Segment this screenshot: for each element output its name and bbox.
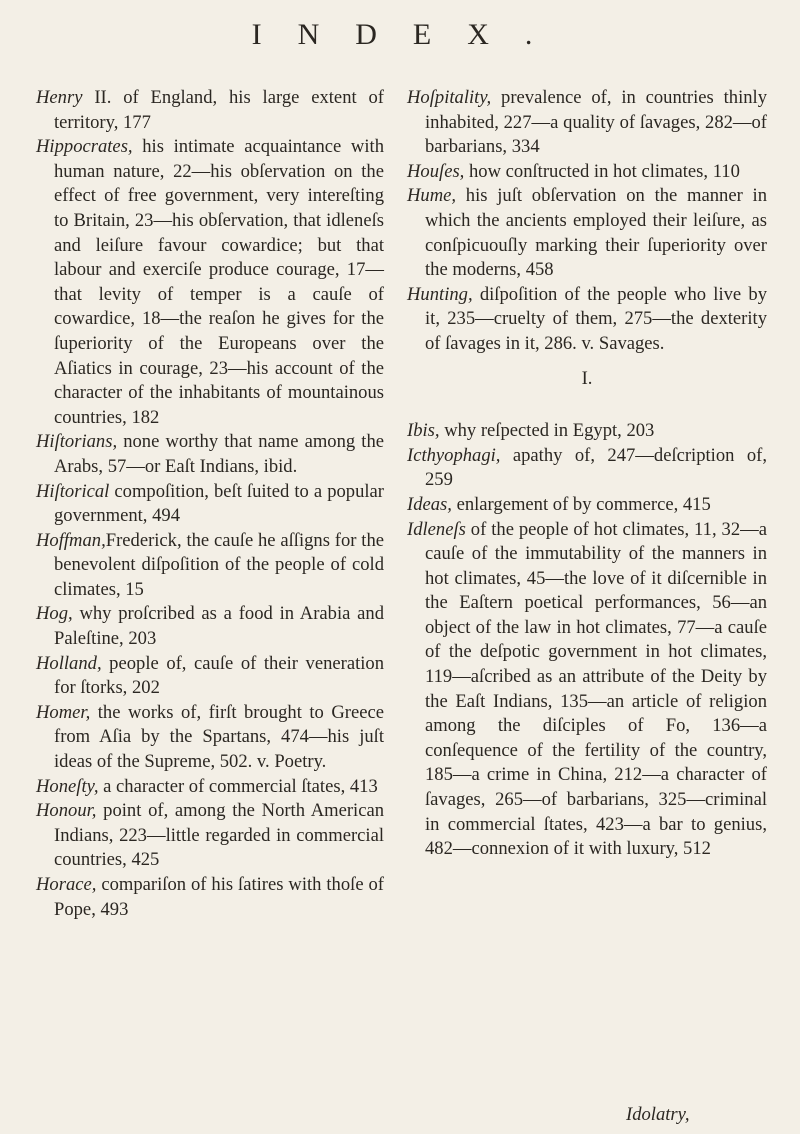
entry-headword: Hippocrates,: [36, 136, 133, 158]
index-entry: [36, 775, 384, 800]
entry-headword: Hoſpitality,: [407, 87, 492, 108]
index-entry: [407, 160, 767, 185]
left-column: [36, 86, 384, 922]
entry-text: why reſpected in Egypt, 203: [439, 420, 655, 442]
entry-text: why proſcribed as a food in Arabia and Paleſtine, 203: [54, 603, 384, 650]
entry-headword: Henry: [36, 87, 83, 108]
entry-headword: Hiſtorians,: [36, 431, 118, 453]
entry-headword: Idleneſs: [407, 518, 466, 540]
index-entry: [407, 493, 767, 518]
entry-text: compariſon of his ſatires with thoſe of Pope, 493: [54, 874, 384, 920]
entry-text: of the people of hot climates, 11, 32—a cauſe of the immutability of the manners in hot climates, 45—the love of it diſcernible in the Eaſtern poetical performances, 56—an object of the law in hot climates, 77—a cauſe of the deſpotic government in hot climates, 119—aſcribed as an attribute of the Deity by the Eaſt Indians, 135—an article of religion among the diſciples of Fo, 136—a conſequence of the fertility of the country, 185—a crime in China, 212—a character of ſavages, 265—of barbarians, 325—criminal in commercial ſtates, 423—a bar to genius, 482—connexion of it with luxury, 512: [425, 518, 767, 860]
right-entries-i: [407, 419, 767, 862]
entry-headword: Icthyophagi,: [407, 444, 501, 466]
entry-text: enlargement of by commerce, 415: [451, 493, 711, 515]
index-entry: [36, 480, 384, 529]
entry-headword: Homer,: [36, 701, 91, 723]
entry-headword: Ideas,: [407, 493, 452, 515]
right-entries-h: [407, 86, 767, 357]
entry-text: prevalence of, in countries thinly inhabited, 227—a quality of ſavages, 282—of barbarians, 334: [425, 87, 767, 158]
entry-headword: Ibis,: [407, 420, 440, 442]
index-entry: [36, 602, 384, 651]
index-entry: [36, 799, 384, 873]
index-entry: [407, 184, 767, 282]
entry-text: a character of commercial ſtates, 413: [98, 775, 378, 797]
entry-headword: Hoffman,: [36, 529, 106, 551]
section-letter: I.: [581, 367, 593, 389]
entry-text: diſpoſition of the people who live by it, 235—cruelty of them, 275—the dexterity of ſavages in it, 286. v. Savages.: [425, 283, 767, 354]
entry-headword: Hunting,: [407, 283, 473, 305]
index-entry: [36, 135, 384, 430]
entry-text: people of, cauſe of their veneration for ſtorks, 202: [54, 652, 384, 699]
index-entry: [36, 701, 384, 775]
index-entry: [36, 873, 384, 922]
entry-text: Frederick, the cauſe he aſſigns for the benevolent diſpoſition of the people of cold climates, 15: [54, 529, 384, 600]
entry-text: none worthy that name among the Arabs, 57—or Eaſt Indians, ibid.: [54, 431, 384, 477]
entry-text: his intimate acquaintance with human nature, 22—his obſervation on the effect of free government, very intereſting to Britain, 23—his obſervation, that idleneſs and leiſure favour cowardice; but that labour and exerciſe produce courage, 17—that levity of temper is a cauſe of cowardice, 18—the reaſon he gives for the ſuperiority of the Europeans over the Aſiatics in courage, 23—his account of the character of the inhabitants of mountainous countries, 182: [54, 136, 384, 428]
entry-text: apathy of, 247—deſcription of, 259: [425, 444, 767, 491]
entry-headword: Holland,: [36, 652, 102, 674]
entry-headword: Horace,: [36, 874, 97, 895]
entry-headword: Honour,: [36, 800, 97, 822]
catchword: Idolatry,: [626, 1104, 690, 1125]
entry-headword: Houſes,: [407, 160, 465, 182]
index-entry: [36, 430, 384, 479]
entry-headword: Hog,: [36, 603, 73, 625]
entry-text: compoſition, beſt ſuited to a popular government, 494: [54, 480, 384, 527]
entry-headword: Hume,: [407, 185, 457, 207]
index-entry: [407, 283, 767, 357]
index-entry: [36, 529, 384, 603]
index-entry: [36, 86, 384, 135]
entry-headword: Honeſty,: [36, 775, 99, 797]
entry-headword: Hiſtorical: [36, 480, 110, 502]
index-entry: [407, 419, 767, 444]
index-entry: [407, 86, 767, 160]
page-header: INDEX.: [251, 18, 569, 51]
entry-text: how conſtructed in hot climates, 110: [464, 160, 740, 182]
index-entry: [36, 652, 384, 701]
entry-text: II. of England, his large extent of territory, 177: [54, 87, 384, 133]
right-column: [407, 86, 767, 862]
entry-text: his juſt obſervation on the manner in which the ancients employed their leiſure, as conſpicuouſly marking their ſuperiority over the moderns, 458: [425, 185, 767, 281]
index-entry: [407, 518, 767, 862]
index-entry: [407, 444, 767, 493]
entry-text: point of, among the North American Indians, 223—little regarded in commercial countries, 425: [54, 800, 384, 871]
entry-text: the works of, firſt brought to Greece from Aſia by the Spartans, 474—his juſt ideas of the Supreme, 502. v. Poetry.: [54, 701, 384, 773]
